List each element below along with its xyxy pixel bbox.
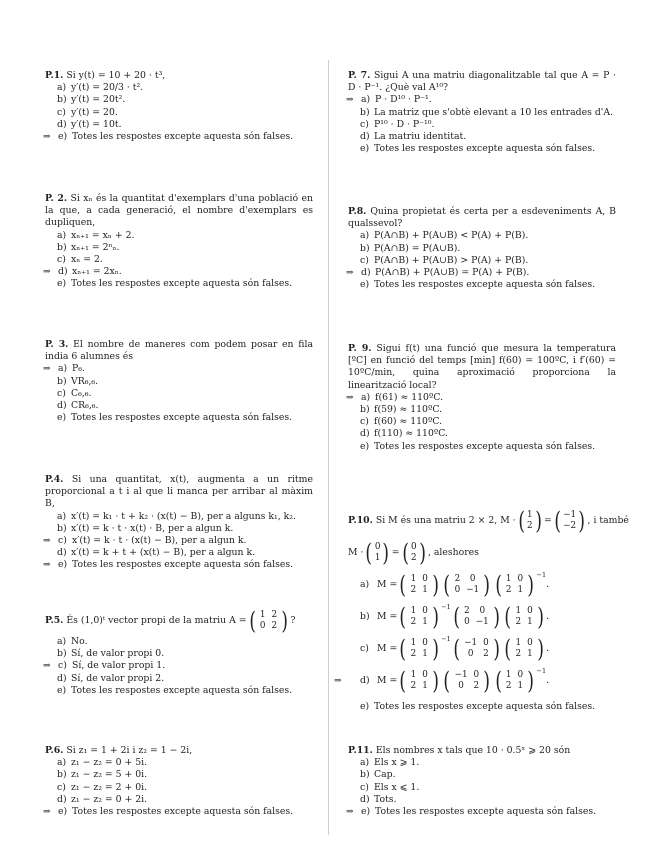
question-stem: Si una quantitat, x(t), augmenta a un ritme proporcional a t i al que li manca per arribar al màxim B, [45,474,313,510]
vector-0-1: ( 0 1 ) [365,539,390,567]
option-c[interactable]: c) y′(t) = 20. [57,106,118,118]
option-c[interactable]: c) P¹⁰ · D · P⁻¹⁰. [360,118,435,130]
question-number: P. 7. [348,70,371,81]
option-e[interactable]: e) Totes les respostes excepte aquesta són falses. [360,143,596,155]
option-c[interactable]: c) C₆,₆. [57,387,92,399]
question-stem: Sigui f(t) una funció que mesura la temperatura [ºC] en funció del temps [min] f(60) = 100ºC, i f′(60) = 10ºC/min, quina aproximació proporciona la linearització local? [348,343,616,391]
option-a-selected[interactable]: ⇒ a) f(61) ≈ 110ºC. [346,391,444,403]
option-b[interactable]: b) Cap. [360,769,396,781]
option-a[interactable]: a) z₁ − z₂ = 0 + 5i. [57,757,148,769]
option-d-selected[interactable]: ⇒ d) M = ( 1 0 2 1 ) ( −1 0 0 2 ) ( 1 0 2 1 ) $^{-1}$ . [334,667,550,695]
matrix-a: ( 1 2 0 2 ) [248,607,289,635]
option-a-selected[interactable]: ⇒ a) P₆. [43,363,85,375]
selected-arrow-icon: ⇒ [43,560,51,571]
option-d-selected[interactable]: ⇒ d) xₙ₊₁ = 2xₙ. [43,266,122,278]
option-c[interactable]: c) z₁ − z₂ = 2 + 0i. [57,781,148,793]
option-d[interactable]: d) Tots. [360,793,397,805]
selected-arrow-icon: ⇒ [43,661,51,672]
column-divider [328,60,329,835]
question-number: P. 9. [348,343,372,354]
option-a[interactable]: a) y′(t) = 20/3 · t². [57,82,144,94]
option-b[interactable]: b) y′(t) = 20t². [57,94,126,106]
selected-arrow-icon: ⇒ [43,267,51,278]
option-e[interactable]: e) Totes les respostes excepte aquesta són falses. [57,412,293,424]
question-p6 [45,745,313,818]
question-number: P. 2. [45,193,68,204]
selected-arrow-icon: ⇒ [346,392,354,403]
option-d[interactable]: d) f(110) ≈ 110ºC. [360,428,448,440]
option-b[interactable]: b) VR₆,₆. [57,375,99,387]
option-e[interactable]: e) Totes les respostes excepte aquesta són falses. [360,440,596,452]
question-p8 [348,206,616,291]
question-number: P.6. [45,745,64,756]
question-number: P.10. [348,514,373,526]
option-b[interactable]: b) M = ( 1 0 2 1 ) $^{-1}$ ( 2 0 0 −1 ) ( 1 0 2 1 ) . [360,603,550,631]
question-p9 [348,343,616,453]
question-number: P.4. [45,474,64,485]
question-p5: P.5. És (1,0)ᵗ vector propi de la matriu A = ( 1 2 0 2 ) ? a) No. b) Sí, de valor propi 0. ⇒ c) Sí, de valor propi 1. d) Sí, de valor propi 2. e) Totes les respostes excepte aquesta són falses. [45,606,313,697]
option-e-selected[interactable]: ⇒ e) Totes les respostes excepte aquesta són falses. [346,806,597,818]
option-b[interactable]: b) P(A∩B) = P(A∪B). [360,242,461,254]
option-d[interactable]: d) La matriu identitat. [360,131,467,143]
vector-neg1-neg2: ( −1 −2 ) [554,507,586,535]
question-p4 [45,474,313,572]
option-b[interactable]: b) f(59) ≈ 110ºC. [360,404,443,416]
question-p7 [348,70,616,155]
option-d[interactable]: d) CR₆,₆. [57,400,99,412]
question-stem: P.10. Si M és una matriu 2 × 2, M · ( 1 2 ) = ( −1 −2 ) , i també [348,507,629,535]
selected-arrow-icon: ⇒ [346,268,354,279]
option-e-selected[interactable]: ⇒ e) Totes les respostes excepte aquesta són falses. [43,559,294,571]
selected-arrow-icon: ⇒ [334,675,342,686]
question-stem: El nombre de maneres com podem posar en fila india 6 alumnes és [45,339,313,363]
option-d[interactable]: d) y′(t) = 10t. [57,118,122,130]
option-e[interactable]: e) Totes les respostes excepte aquesta són falses. [360,279,596,291]
option-d[interactable]: d) Sí, de valor propi 2. [57,672,165,684]
question-number: P.5. [45,614,64,626]
question-p10 [334,505,629,713]
question-stem: Quina propietat és certa per a esdeveniments A, B qualssevol? [348,206,616,230]
question-stem: Sigui A una matriu diagonalitzable tal que A = P · D · P⁻¹. ¿Què val A¹⁰? [348,70,616,94]
option-a[interactable]: a) No. [57,636,88,647]
selected-arrow-icon: ⇒ [43,364,51,375]
question-stem-cont: M · ( 0 1 ) = ( 0 2 ) , aleshores [348,539,479,567]
option-e-selected[interactable]: ⇒ e) Totes les respostes excepte aquesta són falses. [43,131,294,143]
option-e[interactable]: e) Totes les respostes excepte aquesta són falses. [57,278,293,290]
selected-arrow-icon: ⇒ [43,132,51,143]
option-b[interactable]: b) La matriz que s'obtè elevant a 10 les entrades d'A. [360,106,614,118]
option-d-selected[interactable]: ⇒ d) P(A∩B) + P(A∪B) = P(A) + P(B). [346,267,530,279]
vector-0-2: ( 0 2 ) [402,539,426,567]
option-d[interactable]: d) z₁ − z₂ = 0 + 2i. [57,793,148,805]
option-e[interactable]: e) Totes les respostes excepte aquesta són falses. [57,684,293,696]
option-a[interactable]: a) x′(t) = k₁ · t + k₂ · (x(t) − B), per a alguns k₁, k₂. [57,510,296,522]
option-c[interactable]: c) f(60) ≈ 110ºC. [360,416,443,428]
selected-arrow-icon: ⇒ [43,536,51,547]
option-e[interactable]: e) Totes les respostes excepte aquesta són falses. [360,701,596,712]
vector-1-2: ( 1 2 ) [518,507,542,535]
question-number: P.11. [348,745,373,756]
selected-arrow-icon: ⇒ [346,95,354,106]
question-stem: Si xₙ és la quantitat d'exemplars d'una població en la que, a cada generació, el nombre d'exemplars es dupliquen, [45,193,313,229]
question-p3 [45,339,313,424]
option-e-selected[interactable]: ⇒ e) Totes les respostes excepte aquesta són falses. [43,806,294,818]
question-p1 [45,70,313,143]
option-c-selected[interactable]: ⇒ c) Sí, de valor propi 1. [43,660,166,672]
option-b[interactable]: b) x′(t) = k · t · x(t) · B, per a algun k. [57,522,234,534]
question-p11 [348,745,616,818]
option-c-selected[interactable]: ⇒ c) x′(t) = k · t · (x(t) − B), per a algun k. [43,535,247,547]
option-a[interactable]: a) P(A∩B) + P(A∪B) < P(A) + P(B). [360,230,529,242]
option-c[interactable]: c) P(A∩B) + P(A∪B) > P(A) + P(B). [360,254,529,266]
option-d[interactable]: d) x′(t) = k + t + (x(t) − B), per a algun k. [57,547,256,559]
question-number: P.1. [45,70,64,81]
question-number: P.8. [348,206,367,217]
option-a[interactable]: a) Els x ⩾ 1. [360,757,420,769]
question-stem: És (1,0)ᵗ vector propi de la matriu A = [66,614,247,626]
selected-arrow-icon: ⇒ [43,807,51,818]
option-a-selected[interactable]: ⇒ a) P · D¹⁰ · P⁻¹. [346,94,432,106]
question-stem: Si z₁ = 1 + 2i i z₂ = 1 − 2i, [66,745,193,756]
option-c[interactable]: c) M = ( 1 0 2 1 ) $^{-1}$ ( −1 0 0 2 ) ( 1 0 2 1 ) . [360,635,550,663]
question-stem: Els nombres x tals que 10 · 0.5ˣ ⩾ 20 són [375,745,571,756]
option-b[interactable]: b) Sí, de valor propi 0. [57,648,165,660]
option-c[interactable]: c) xₙ = 2. [57,254,103,266]
option-b[interactable]: b) xₙ₊₁ = 2ⁿₙ. [57,241,120,253]
question-p2 [45,193,313,291]
question-stem: Si y(t) = 10 + 20 · t³, [66,70,166,81]
option-a[interactable]: a) xₙ₊₁ = xₙ + 2. [57,229,135,241]
option-b[interactable]: b) z₁ − z₂ = 5 + 0i. [57,769,148,781]
selected-arrow-icon: ⇒ [346,807,354,818]
option-a[interactable]: a) M = ( 1 0 2 1 ) ( 2 0 0 −1 ) ( 1 0 2 1 ) $^{-1}$ . [360,571,550,599]
option-c[interactable]: c) Els x ⩽ 1. [360,781,420,793]
question-number: P. 3. [45,339,69,350]
